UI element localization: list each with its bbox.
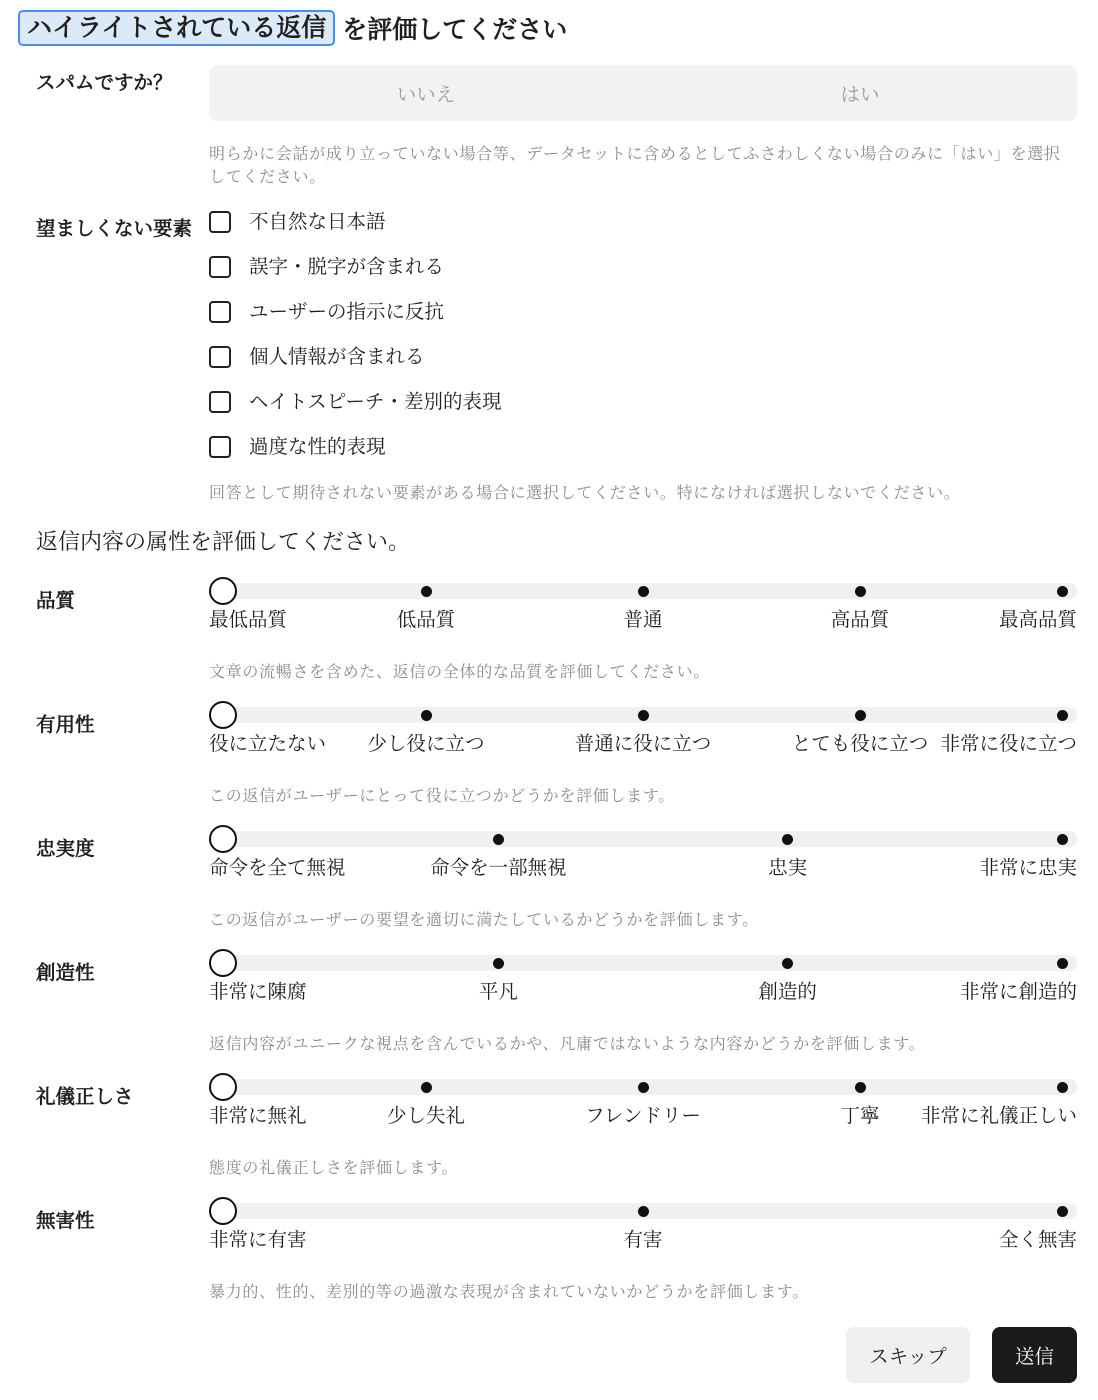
- rating-label: 無害性: [36, 1208, 95, 1232]
- slider-tick: [855, 1082, 866, 1093]
- slider-stop-label: 最高品質: [998, 607, 1077, 631]
- checkbox-typos[interactable]: [209, 244, 1077, 289]
- slider-stop-label: 非常に役に立つ: [940, 731, 1077, 755]
- rating-label: 有用性: [36, 712, 95, 736]
- creativity-slider[interactable]: [209, 943, 1077, 1007]
- checkbox[interactable]: [209, 256, 231, 278]
- harmlessness-slider[interactable]: [209, 1191, 1077, 1255]
- rating-creativity: [0, 943, 1098, 1058]
- creativity-slider-track[interactable]: [209, 955, 1077, 971]
- rating-help-text: この返信がユーザーにとって役に立つかどうかを評価します。: [209, 786, 676, 805]
- rating-help-text: この返信がユーザーの要望を適切に満たしているかどうかを評価します。: [209, 910, 759, 929]
- rating-faithfulness: [0, 819, 1098, 934]
- slider-tick: [421, 1082, 432, 1093]
- rating-politeness: [0, 1067, 1098, 1182]
- slider-stop-label: 非常に忠実: [979, 855, 1077, 879]
- slider-stop-label: 低品質: [396, 607, 456, 631]
- slider-tick: [782, 958, 793, 969]
- page-title: [18, 10, 567, 46]
- slider-stop-label: 全く無害: [998, 1227, 1077, 1251]
- slider-tick: [855, 586, 866, 597]
- slider-tick: [638, 1082, 649, 1093]
- slider-tick: [782, 834, 793, 845]
- slider-stop-label: 非常に礼儀正しい: [920, 1103, 1077, 1127]
- undesirable-elements-label: 望ましくない要素: [36, 216, 193, 240]
- slider-tick: [493, 958, 504, 969]
- spam-no-option[interactable]: いいえ: [209, 65, 643, 121]
- checkbox[interactable]: [209, 211, 231, 233]
- slider-stop-label: 有害: [623, 1227, 663, 1251]
- faithfulness-slider-track[interactable]: [209, 831, 1077, 847]
- faithfulness-slider-thumb[interactable]: [209, 825, 237, 853]
- slider-tick: [638, 586, 649, 597]
- rating-label: 創造性: [36, 960, 95, 984]
- slider-stop-label: 役に立たない: [209, 731, 327, 755]
- spam-label: スパムですか？: [36, 70, 173, 94]
- helpfulness-slider[interactable]: [209, 695, 1077, 759]
- rating-label: 忠実度: [36, 836, 95, 860]
- rating-label: 礼儀正しさ: [36, 1084, 134, 1108]
- checkbox-unnatural-japanese[interactable]: [209, 199, 1077, 244]
- rating-harmlessness: [0, 1191, 1098, 1306]
- checkbox-label: 過度な性的表現: [249, 435, 386, 458]
- undesirable-help-text: 回答として期待されない要素がある場合に選択してください。特になければ選択しないでください。: [209, 483, 961, 502]
- slider-stop-label: 忠実: [768, 855, 808, 879]
- slider-stop-label: 命令を一部無視: [430, 855, 567, 879]
- slider-tick: [855, 710, 866, 721]
- rating-helpfulness: [0, 695, 1098, 810]
- highlighted-reply-tag[interactable]: ハイライトされている返信: [18, 10, 335, 46]
- slider-tick: [1057, 586, 1068, 597]
- slider-stop-label: 少し役に立つ: [367, 731, 485, 755]
- checkbox-sexual-content[interactable]: [209, 424, 1077, 469]
- slider-tick: [421, 586, 432, 597]
- faithfulness-slider[interactable]: [209, 819, 1077, 883]
- slider-stop-label: とても役に立つ: [791, 731, 929, 755]
- rating-help-text: 暴力的、性的、差別的等の過激な表現が含まれていないかどうかを評価します。: [209, 1282, 809, 1301]
- spam-toggle: [209, 65, 1077, 121]
- slider-stop-label: 最低品質: [209, 607, 288, 631]
- slider-tick: [1057, 1206, 1068, 1217]
- slider-stop-label: 高品質: [830, 607, 890, 631]
- quality-slider[interactable]: [209, 571, 1077, 635]
- rating-help-text: 文章の流暢さを含めた、返信の全体的な品質を評価してください。: [209, 662, 711, 681]
- politeness-slider[interactable]: [209, 1067, 1077, 1131]
- checkbox-label: 誤字・脱字が含まれる: [249, 255, 445, 278]
- slider-tick: [1057, 710, 1068, 721]
- title-text: を評価してください: [342, 15, 568, 44]
- rating-help-text: 態度の礼儀正しさを評価します。: [209, 1158, 459, 1177]
- slider-stop-label: 普通に役に立つ: [574, 731, 712, 755]
- checkbox-label: ユーザーの指示に反抗: [249, 300, 445, 323]
- creativity-slider-thumb[interactable]: [209, 949, 237, 977]
- helpfulness-slider-thumb[interactable]: [209, 701, 237, 729]
- slider-stop-label: 普通: [623, 607, 663, 631]
- checkbox[interactable]: [209, 436, 231, 458]
- spam-help-text: 明らかに会話が成り立っていない場合等、データセットに含めるとしてふさわしくない場合のみに「はい」を選択してください。: [209, 144, 1061, 186]
- undesirable-elements-list: [209, 199, 1077, 469]
- slider-stop-label: 少し失礼: [386, 1103, 466, 1127]
- slider-tick: [1057, 958, 1068, 969]
- slider-tick: [421, 710, 432, 721]
- slider-tick: [493, 834, 504, 845]
- rating-quality: [0, 571, 1098, 686]
- checkbox[interactable]: [209, 346, 231, 368]
- slider-tick: [1057, 1082, 1068, 1093]
- checkbox-hate-speech[interactable]: [209, 379, 1077, 424]
- slider-stop-label: 非常に無礼: [209, 1103, 307, 1127]
- spam-yes-option[interactable]: はい: [643, 65, 1077, 121]
- slider-stop-label: 平凡: [478, 979, 518, 1003]
- checkbox-label: 個人情報が含まれる: [249, 345, 425, 368]
- slider-tick: [638, 1206, 649, 1217]
- politeness-slider-thumb[interactable]: [209, 1073, 237, 1101]
- checkbox-personal-info[interactable]: [209, 334, 1077, 379]
- slider-stop-label: 非常に創造的: [959, 979, 1077, 1003]
- slider-stop-label: 非常に陳腐: [209, 979, 307, 1003]
- rating-label: 品質: [36, 588, 76, 612]
- slider-tick: [1057, 834, 1068, 845]
- checkbox[interactable]: [209, 301, 231, 323]
- checkbox[interactable]: [209, 391, 231, 413]
- slider-stop-label: 創造的: [758, 979, 817, 1003]
- checkbox-defies-instructions[interactable]: [209, 289, 1077, 334]
- skip-button[interactable]: スキップ: [846, 1327, 970, 1383]
- checkbox-label: ヘイトスピーチ・差別的表現: [249, 390, 502, 413]
- quality-slider-thumb[interactable]: [209, 577, 237, 605]
- attributes-heading: 返信内容の属性を評価してください。: [36, 530, 411, 555]
- slider-stop-label: 命令を全て無視: [209, 855, 346, 879]
- slider-stop-label: フレンドリー: [585, 1103, 701, 1127]
- submit-button[interactable]: 送信: [992, 1327, 1077, 1383]
- slider-stop-label: 丁寧: [840, 1103, 880, 1127]
- slider-tick: [638, 710, 649, 721]
- rating-help-text: 返信内容がユニークな視点を含んでいるかや、凡庸ではないような内容かどうかを評価します。: [209, 1034, 926, 1053]
- slider-stop-label: 非常に有害: [209, 1227, 307, 1251]
- checkbox-label: 不自然な日本語: [249, 210, 386, 233]
- harmlessness-slider-thumb[interactable]: [209, 1197, 237, 1225]
